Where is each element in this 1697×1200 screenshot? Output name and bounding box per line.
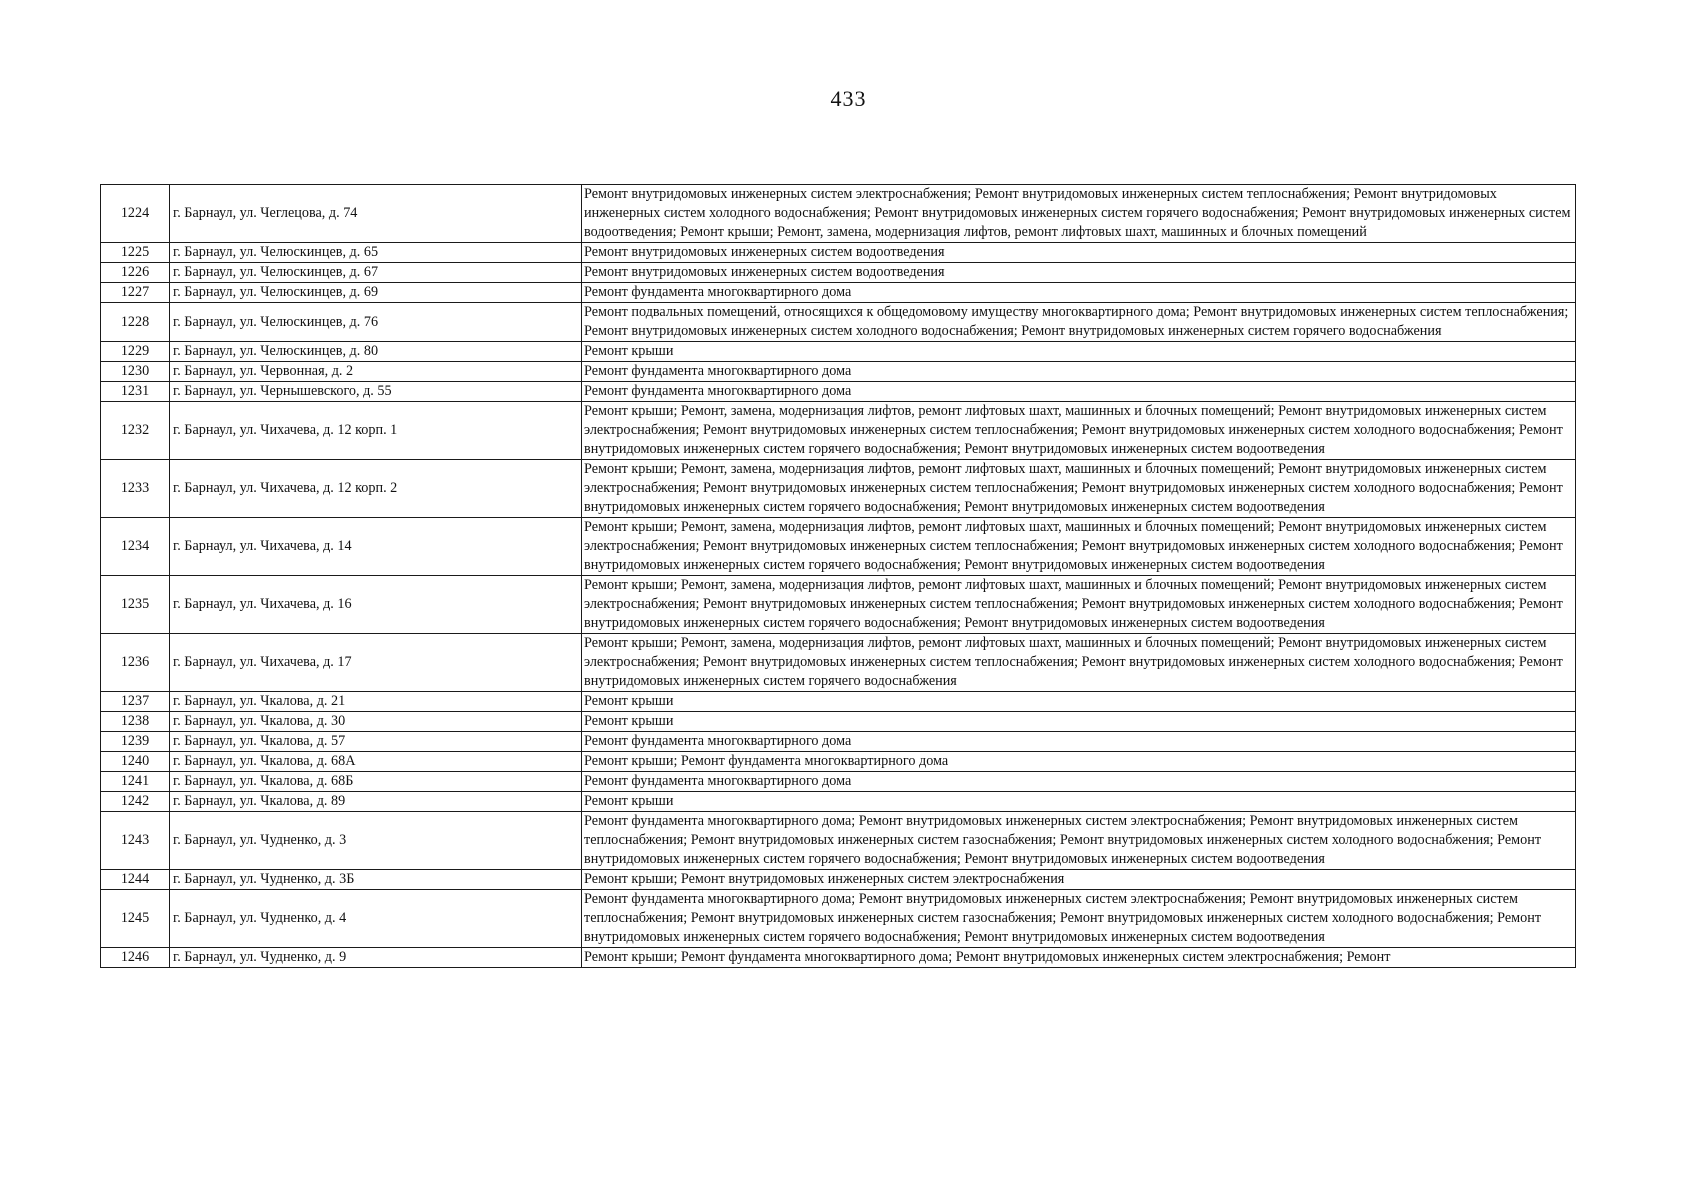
works-cell: Ремонт крыши (582, 792, 1576, 812)
row-number-cell: 1236 (101, 634, 170, 692)
row-number-cell: 1241 (101, 772, 170, 792)
address-cell: г. Барнаул, ул. Чкалова, д. 57 (170, 732, 582, 752)
table-row (101, 692, 1576, 712)
address-cell: г. Барнаул, ул. Чудненко, д. 3Б (170, 870, 582, 890)
repair-table-body (101, 185, 1576, 968)
address-cell: г. Барнаул, ул. Чкалова, д. 89 (170, 792, 582, 812)
address-cell: г. Барнаул, ул. Чкалова, д. 68А (170, 752, 582, 772)
works-cell: Ремонт крыши; Ремонт фундамента многоквартирного дома; Ремонт внутридомовых инженерных систем электроснабжения; Ремонт (582, 948, 1576, 968)
table-row (101, 283, 1576, 303)
table-row (101, 243, 1576, 263)
row-number-cell: 1228 (101, 303, 170, 342)
table-row (101, 362, 1576, 382)
table-row (101, 402, 1576, 460)
row-number-cell: 1237 (101, 692, 170, 712)
address-cell: г. Барнаул, ул. Чихачева, д. 17 (170, 634, 582, 692)
row-number-cell: 1242 (101, 792, 170, 812)
address-cell: г. Барнаул, ул. Челюскинцев, д. 65 (170, 243, 582, 263)
row-number-cell: 1231 (101, 382, 170, 402)
row-number-cell: 1243 (101, 812, 170, 870)
address-cell: г. Барнаул, ул. Чеглецова, д. 74 (170, 185, 582, 243)
table-row (101, 263, 1576, 283)
works-cell: Ремонт фундамента многоквартирного дома (582, 362, 1576, 382)
works-cell: Ремонт внутридомовых инженерных систем электроснабжения; Ремонт внутридомовых инженерных систем теплоснабжения; Ремонт внутридомовых инженерных систем холодного водоснабжения; Ремонт внутридомовых инженерных систем горячего водоснабжения; Ремонт внутридомовых инженерных систем водоотведения; Ремонт крыши; Ремонт, замена, модернизация лифтов, ремонт лифтовых шахт, машинных и блочных помещений (582, 185, 1576, 243)
table-row (101, 870, 1576, 890)
address-cell: г. Барнаул, ул. Чихачева, д. 16 (170, 576, 582, 634)
repair-table-container (100, 184, 1576, 968)
table-row (101, 460, 1576, 518)
works-cell: Ремонт крыши; Ремонт, замена, модернизация лифтов, ремонт лифтовых шахт, машинных и блочных помещений; Ремонт внутридомовых инженерных систем электроснабжения; Ремонт внутридомовых инженерных систем теплоснабжения; Ремонт внутридомовых инженерных систем холодного водоснабжения; Ремонт внутридомовых инженерных систем горячего водоснабжения; Ремонт внутридомовых инженерных систем водоотведения (582, 460, 1576, 518)
row-number-cell: 1235 (101, 576, 170, 634)
table-row (101, 303, 1576, 342)
table-row (101, 382, 1576, 402)
address-cell: г. Барнаул, ул. Чихачева, д. 14 (170, 518, 582, 576)
address-cell: г. Барнаул, ул. Чкалова, д. 21 (170, 692, 582, 712)
address-cell: г. Барнаул, ул. Чихачева, д. 12 корп. 1 (170, 402, 582, 460)
table-row (101, 634, 1576, 692)
row-number-cell: 1229 (101, 342, 170, 362)
works-cell: Ремонт крыши (582, 712, 1576, 732)
address-cell: г. Барнаул, ул. Чихачева, д. 12 корп. 2 (170, 460, 582, 518)
address-cell: г. Барнаул, ул. Челюскинцев, д. 80 (170, 342, 582, 362)
works-cell: Ремонт фундамента многоквартирного дома (582, 283, 1576, 303)
row-number-cell: 1246 (101, 948, 170, 968)
address-cell: г. Барнаул, ул. Чудненко, д. 4 (170, 890, 582, 948)
row-number-cell: 1238 (101, 712, 170, 732)
repair-table (100, 184, 1576, 968)
table-row (101, 185, 1576, 243)
works-cell: Ремонт крыши; Ремонт, замена, модернизация лифтов, ремонт лифтовых шахт, машинных и блочных помещений; Ремонт внутридомовых инженерных систем электроснабжения; Ремонт внутридомовых инженерных систем теплоснабжения; Ремонт внутридомовых инженерных систем холодного водоснабжения; Ремонт внутридомовых инженерных систем горячего водоснабжения; Ремонт внутридомовых инженерных систем водоотведения (582, 402, 1576, 460)
address-cell: г. Барнаул, ул. Чкалова, д. 30 (170, 712, 582, 732)
works-cell: Ремонт фундамента многоквартирного дома (582, 732, 1576, 752)
row-number-cell: 1225 (101, 243, 170, 263)
works-cell: Ремонт крыши; Ремонт, замена, модернизация лифтов, ремонт лифтовых шахт, машинных и блочных помещений; Ремонт внутридомовых инженерных систем электроснабжения; Ремонт внутридомовых инженерных систем теплоснабжения; Ремонт внутридомовых инженерных систем холодного водоснабжения; Ремонт внутридомовых инженерных систем горячего водоснабжения (582, 634, 1576, 692)
row-number-cell: 1226 (101, 263, 170, 283)
table-row (101, 732, 1576, 752)
works-cell: Ремонт крыши (582, 692, 1576, 712)
address-cell: г. Барнаул, ул. Челюскинцев, д. 67 (170, 263, 582, 283)
address-cell: г. Барнаул, ул. Червонная, д. 2 (170, 362, 582, 382)
works-cell: Ремонт фундамента многоквартирного дома; Ремонт внутридомовых инженерных систем электроснабжения; Ремонт внутридомовых инженерных систем теплоснабжения; Ремонт внутридомовых инженерных систем газоснабжения; Ремонт внутридомовых инженерных систем холодного водоснабжения; Ремонт внутридомовых инженерных систем горячего водоснабжения; Ремонт внутридомовых инженерных систем водоотведения (582, 890, 1576, 948)
table-row (101, 712, 1576, 732)
address-cell: г. Барнаул, ул. Челюскинцев, д. 69 (170, 283, 582, 303)
address-cell: г. Барнаул, ул. Чудненко, д. 9 (170, 948, 582, 968)
works-cell: Ремонт подвальных помещений, относящихся к общедомовому имуществу многоквартирного дома; Ремонт внутридомовых инженерных систем теплоснабжения; Ремонт внутридомовых инженерных систем холодного водоснабжения; Ремонт внутридомовых инженерных систем горячего водоснабжения (582, 303, 1576, 342)
table-row (101, 518, 1576, 576)
works-cell: Ремонт фундамента многоквартирного дома (582, 382, 1576, 402)
address-cell: г. Барнаул, ул. Чудненко, д. 3 (170, 812, 582, 870)
row-number-cell: 1230 (101, 362, 170, 382)
table-row (101, 576, 1576, 634)
table-row (101, 948, 1576, 968)
row-number-cell: 1232 (101, 402, 170, 460)
page-number: 433 (830, 86, 867, 111)
works-cell: Ремонт крыши; Ремонт фундамента многоквартирного дома (582, 752, 1576, 772)
row-number-cell: 1233 (101, 460, 170, 518)
works-cell: Ремонт крыши; Ремонт внутридомовых инженерных систем электроснабжения (582, 870, 1576, 890)
works-cell: Ремонт фундамента многоквартирного дома (582, 772, 1576, 792)
works-cell: Ремонт крыши; Ремонт, замена, модернизация лифтов, ремонт лифтовых шахт, машинных и блочных помещений; Ремонт внутридомовых инженерных систем электроснабжения; Ремонт внутридомовых инженерных систем теплоснабжения; Ремонт внутридомовых инженерных систем холодного водоснабжения; Ремонт внутридомовых инженерных систем горячего водоснабжения; Ремонт внутридомовых инженерных систем водоотведения (582, 576, 1576, 634)
works-cell: Ремонт внутридомовых инженерных систем водоотведения (582, 243, 1576, 263)
works-cell: Ремонт внутридомовых инженерных систем водоотведения (582, 263, 1576, 283)
address-cell: г. Барнаул, ул. Чернышевского, д. 55 (170, 382, 582, 402)
address-cell: г. Барнаул, ул. Чкалова, д. 68Б (170, 772, 582, 792)
row-number-cell: 1224 (101, 185, 170, 243)
table-row (101, 752, 1576, 772)
row-number-cell: 1239 (101, 732, 170, 752)
works-cell: Ремонт фундамента многоквартирного дома; Ремонт внутридомовых инженерных систем электроснабжения; Ремонт внутридомовых инженерных систем теплоснабжения; Ремонт внутридомовых инженерных систем газоснабжения; Ремонт внутридомовых инженерных систем холодного водоснабжения; Ремонт внутридомовых инженерных систем горячего водоснабжения; Ремонт внутридомовых инженерных систем водоотведения (582, 812, 1576, 870)
works-cell: Ремонт крыши; Ремонт, замена, модернизация лифтов, ремонт лифтовых шахт, машинных и блочных помещений; Ремонт внутридомовых инженерных систем электроснабжения; Ремонт внутридомовых инженерных систем теплоснабжения; Ремонт внутридомовых инженерных систем холодного водоснабжения; Ремонт внутридомовых инженерных систем горячего водоснабжения; Ремонт внутридомовых инженерных систем водоотведения (582, 518, 1576, 576)
row-number-cell: 1227 (101, 283, 170, 303)
row-number-cell: 1245 (101, 890, 170, 948)
table-row (101, 792, 1576, 812)
row-number-cell: 1240 (101, 752, 170, 772)
row-number-cell: 1244 (101, 870, 170, 890)
table-row (101, 342, 1576, 362)
table-row (101, 812, 1576, 870)
table-row (101, 890, 1576, 948)
address-cell: г. Барнаул, ул. Челюскинцев, д. 76 (170, 303, 582, 342)
row-number-cell: 1234 (101, 518, 170, 576)
table-row (101, 772, 1576, 792)
works-cell: Ремонт крыши (582, 342, 1576, 362)
